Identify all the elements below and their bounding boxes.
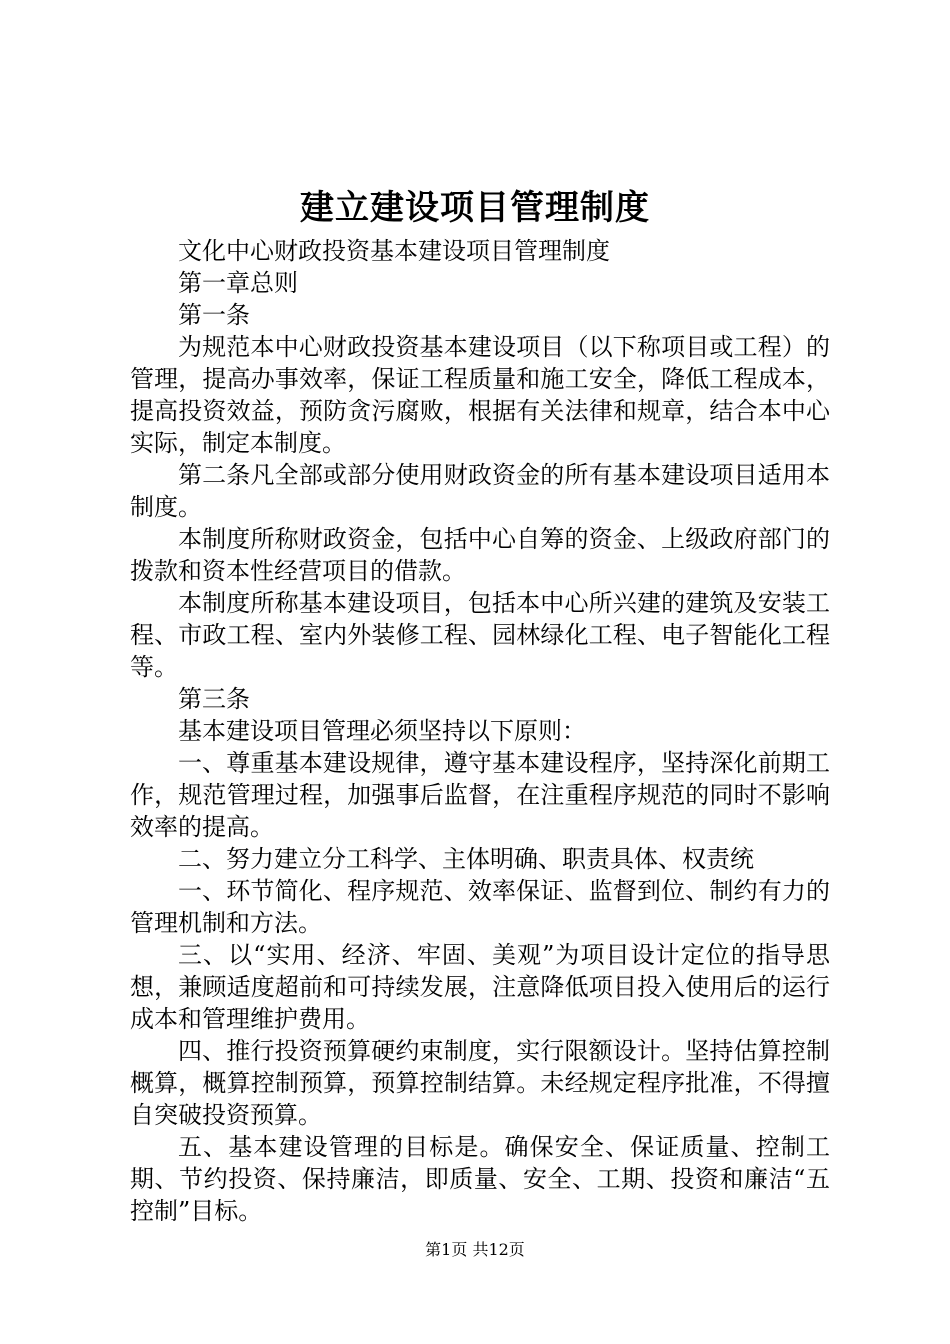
- paragraph: 三、以“实用、经济、牢固、美观”为项目设计定位的指导思想，兼顾适度超前和可持续发展，注意降低项目投入使用后的运行成本和管理维护费用。: [130, 941, 830, 1033]
- paragraph: 一、环节简化、程序规范、效率保证、监督到位、制约有力的管理机制和方法。: [130, 877, 830, 937]
- paragraph: 文化中心财政投资基本建设项目管理制度: [178, 237, 610, 265]
- paragraph: 本制度所称基本建设项目，包括本中心所兴建的建筑及安装工程、市政工程、室内外装修工程、园林绿化工程、电子智能化工程等。: [130, 589, 830, 681]
- paragraph: 一、尊重基本建设规律，遵守基本建设程序，坚持深化前期工作，规范管理过程，加强事后监督，在注重程序规范的同时不影响效率的提高。: [130, 749, 830, 841]
- paragraph: 四、推行投资预算硬约束制度，实行限额设计。坚持估算控制概算，概算控制预算，预算控制结算。未经规定程序批准，不得擅自突破投资预算。: [130, 1037, 830, 1129]
- paragraph: 二、努力建立分工科学、主体明确、职责具体、权责统: [178, 845, 754, 873]
- paragraph: 本制度所称财政资金，包括中心自筹的资金、上级政府部门的拨款和资本性经营项目的借款。: [130, 525, 830, 585]
- article-heading: 第三条: [178, 685, 250, 713]
- paragraph: 为规范本中心财政投资基本建设项目（以下称项目或工程）的管理，提高办事效率，保证工程质量和施工安全，降低工程成本，提高投资效益，预防贪污腐败，根据有关法律和规章，结合本中心实际，制定本制度。: [130, 333, 830, 457]
- document-title: 建立建设项目管理制度: [300, 188, 650, 228]
- article-heading: 第一条: [178, 301, 250, 329]
- chapter-heading: 第一章总则: [178, 269, 298, 297]
- document-body: [130, 235, 830, 1227]
- page-number: 第1页 共12页: [425, 1240, 525, 1259]
- paragraph: 五、基本建设管理的目标是。确保安全、保证质量、控制工期、节约投资、保持廉洁，即质量、安全、工期、投资和廉洁“五控制”目标。: [130, 1133, 830, 1225]
- paragraph: 基本建设项目管理必须坚持以下原则：: [178, 717, 586, 745]
- paragraph: 第二条凡全部或部分使用财政资金的所有基本建设项目适用本制度。: [130, 461, 830, 521]
